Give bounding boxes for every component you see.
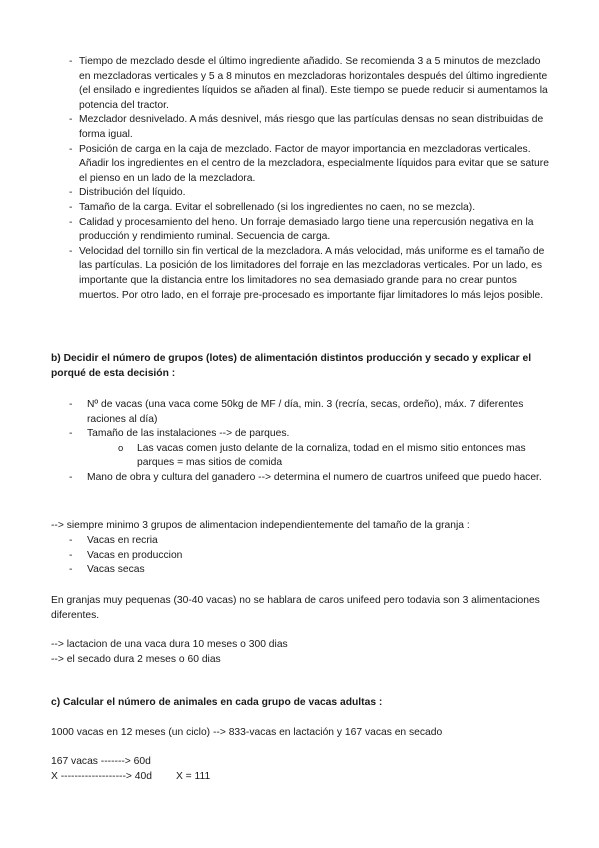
section-b-list-block (0, 398, 599, 486)
list-item: - Tiempo de mezclado desde el último ingrediente añadido. Se recomienda 3 a 5 minutos de mezclado en mezcladoras verticales y 5 a 8 minutos en mezcladoras horizontales después del último ingrediente (el ensilado e ingredientes líquidos se añaden al final). Este tiempo se puede reducir si aumentamos la potencia del tractor. (0, 55, 599, 113)
list-item: - Velocidad del tornillo sin fin vertical de la mezcladora. A más velocidad, más uniforme es el tamaño de las partículas. La posición de los limitadores del forraje en las mezcladoras verticales. Por un lado, es importante que la distancia entre los limitadores no sea demasiado grande para no crear puntos muertos. Por otro lado, en el forraje pre-procesado es importante fijar limitadores lo más lejos posible. (0, 245, 599, 303)
lactation-text: --> lactacion de una vaca dura 10 meses o 300 dias (51, 639, 288, 650)
list-item: - Vacas en recria (0, 534, 599, 549)
list-item: - Vacas en produccion (0, 549, 599, 564)
section-b-list (0, 398, 599, 442)
calc-line-2-left: X -------------------> 40d (51, 771, 152, 782)
sub-list-item: o Las vacas comen justo delante de la cornaliza, todad en el mismo sitio entonces mas parques = mas sitios de comida (0, 442, 599, 471)
list-item: - Mezclador desnivelado. A más desnivel, más riesgo que las partículas densas no sean distribuidas de forma igual. (0, 113, 599, 142)
groups-list (0, 534, 599, 578)
list-item: - Distribución del líquido. (0, 186, 599, 201)
calc-line-2 (51, 770, 561, 785)
section-c-heading: c) Calcular el número de animales en cada grupo de vacas adultas : (51, 697, 383, 708)
drying-text: --> el secado dura 2 meses o 60 dias (51, 654, 221, 665)
list-item: - Vacas secas (0, 563, 599, 578)
small-farms-text: En granjas muy pequenas (30-40 vacas) no se hablara de caros unifeed pero todavia son 3 alimentaciones diferentes. (51, 595, 540, 621)
section-b-list-cont (0, 471, 599, 486)
list-item: - Tamaño de la carga. Evitar el sobrellenado (si los ingredientes no caen, no se mezcla). (0, 201, 599, 216)
section-b-heading: b) Decidir el número de grupos (lotes) de alimentación distintos producción y secado y explicar el porqué de esta decisión : (51, 353, 532, 379)
calc-line-2-result: X = 111 (175, 771, 211, 782)
calc-line-1: 167 vacas -------> 60d (51, 756, 151, 767)
section-b-sublist (0, 442, 599, 471)
list-item: - Calidad y procesamiento del heno. Un forraje demasiado largo tiene una repercusión negativa en la producción y rendimiento ruminal. Secuencia de carga. (0, 216, 599, 245)
section-c-intro: 1000 vacas en 12 meses (un ciclo) --> 833-vacas en lactación y 167 vacas en secado (51, 727, 443, 738)
list-item: - Nº de vacas (una vaca come 50kg de MF / día, min. 3 (recría, secas, ordeño), máx. 7 diferentes raciones al día) (0, 398, 599, 427)
list-item: - Posición de carga en la caja de mezclado. Factor de mayor importancia en mezcladoras verticales. Añadir los ingredientes en el centro de la mezcladora, especialmente líquidos para evitar que se sature el pienso en un lado de la mezcladora. (0, 143, 599, 187)
list-item: - Mano de obra y cultura del ganadero --> determina el numero de cuartros unifeed que puedo hacer. (0, 471, 599, 486)
groups-list-block (0, 534, 599, 578)
list-item: - Tamaño de las instalaciones --> de parques. (0, 427, 599, 442)
mixing-factors-list-block (0, 55, 599, 303)
min-groups-text: --> siempre minimo 3 grupos de alimentacion independientemente del tamaño de la granja : (51, 520, 470, 531)
mixing-factors-list (0, 55, 599, 303)
